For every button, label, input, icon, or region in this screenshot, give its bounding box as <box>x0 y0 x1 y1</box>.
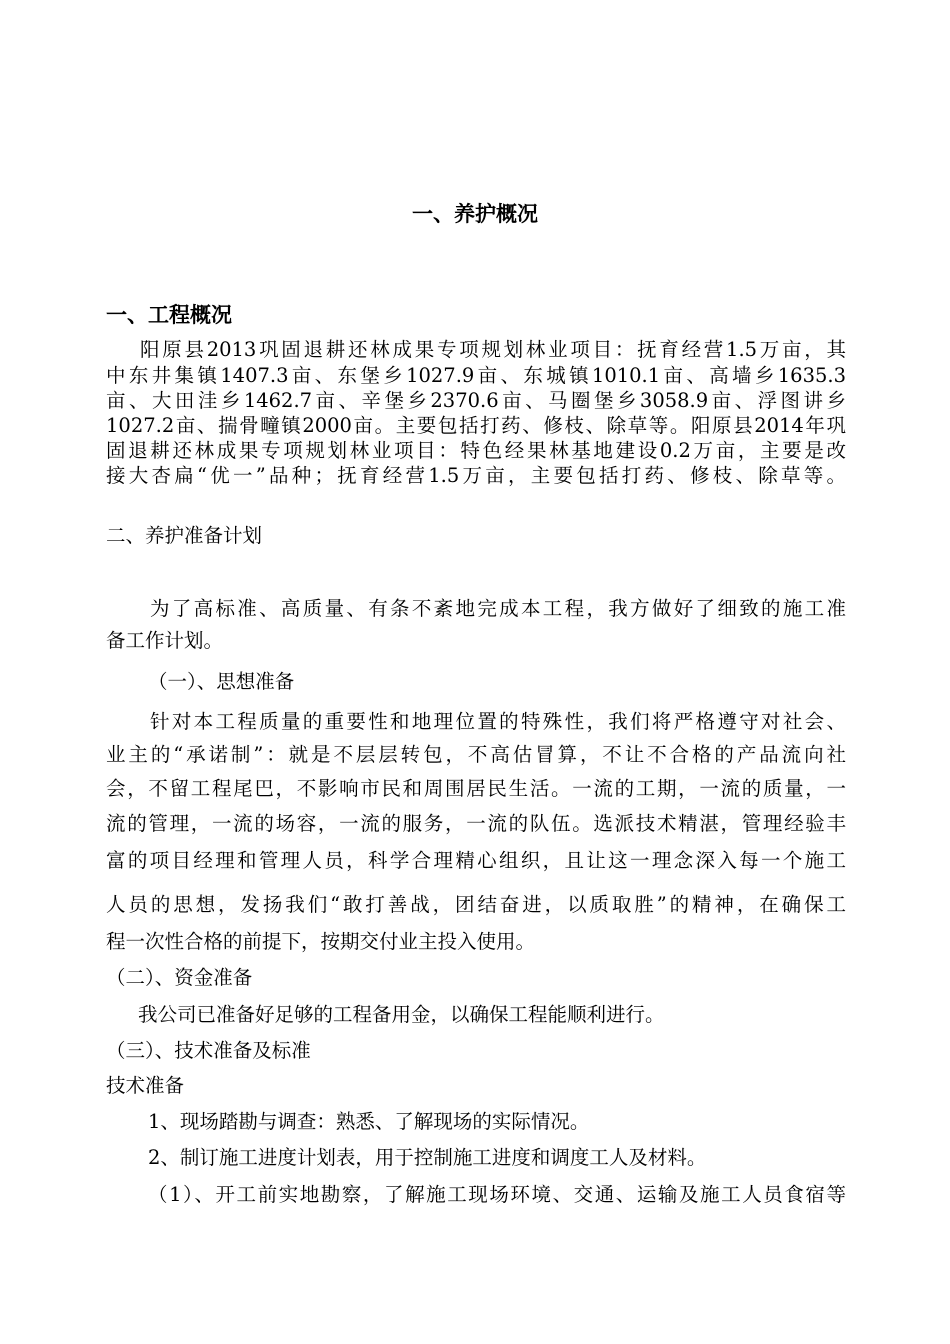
subheading-technical-prep: （三）、技术准备及标准 <box>106 1039 311 1062</box>
paragraph-line: 固退耕还林成果专项规划林业项目：特色经果林基地建设0.2万亩，主要是改 <box>106 439 846 462</box>
section-heading-maintenance-plan: 二、养护准备计划 <box>106 524 263 547</box>
subheading-ideological-prep: （一）、思想准备 <box>148 670 295 693</box>
paragraph-line: 程一次性合格的前提下，按期交付业主投入使用。 <box>106 930 536 953</box>
paragraph-line: 亩、大田洼乡1462.7亩、辛堡乡2370.6亩、马圈堡乡3058.9亩、浮图讲乡 <box>106 389 846 412</box>
paragraph-line: 我公司已准备好足够的工程备用金，以确保工程能顺利进行。 <box>138 1003 665 1026</box>
paragraph-line: 阳原县2013巩固退耕还林成果专项规划林业项目：抚育经营1.5万亩，其 <box>140 338 846 361</box>
paragraph-line: 业主的“承诺制”：就是不层层转包，不高估冒算，不让不合格的产品流向社 <box>106 743 846 766</box>
list-item: 2、制订施工进度计划表，用于控制施工进度和调度工人及材料。 <box>148 1146 707 1169</box>
section-heading-project-overview: 一、工程概况 <box>106 302 232 327</box>
subheading-funding-prep: （二）、资金准备 <box>106 966 253 989</box>
paragraph-line: 中东井集镇1407.3亩、东堡乡1027.9亩、东城镇1010.1亩、高墙乡1635.3 <box>106 364 846 387</box>
paragraph-line: 1027.2亩、揣骨疃镇2000亩。主要包括打药、修枝、除草等。阳原县2014年巩 <box>106 414 846 437</box>
list-item: （1）、开工前实地勘察，了解施工现场环境、交通、运输及施工人员食宿等 <box>148 1183 846 1206</box>
paragraph-line: 针对本工程质量的重要性和地理位置的特殊性，我们将严格遵守对社会、 <box>150 710 846 733</box>
paragraph-line: 人员的思想，发扬我们“敢打善战，团结奋进，以质取胜”的精神，在确保工 <box>106 893 846 916</box>
page-title: 一、养护概况 <box>412 201 538 226</box>
paragraph-line: 接大杏扁“优一”品种；抚育经营1.5万亩，主要包括打药、修枝、除草等。 <box>106 464 846 487</box>
paragraph-line: 富的项目经理和管理人员，科学合理精心组织，且让这一理念深入每一个施工 <box>106 849 846 872</box>
subheading-technical: 技术准备 <box>106 1074 185 1097</box>
paragraph-line: 为了高标准、高质量、有条不紊地完成本工程，我方做好了细致的施工准 <box>150 597 846 620</box>
paragraph-line: 流的管理，一流的场容，一流的服务，一流的队伍。选派技术精湛，管理经验丰 <box>106 812 846 835</box>
list-item: 1、现场踏勘与调查：熟悉、了解现场的实际情况。 <box>148 1110 590 1133</box>
paragraph-line: 备工作计划。 <box>106 629 224 652</box>
paragraph-line: 会，不留工程尾巴，不影响市民和周围居民生活。一流的工期，一流的质量，一 <box>106 777 846 800</box>
